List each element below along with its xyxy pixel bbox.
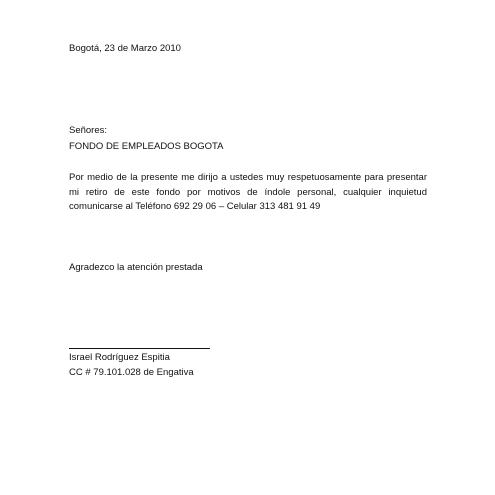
letter-body: Por medio de la presente me dirijo a ustedes muy respetuosamente para presentar mi retiro de este fondo por motivos de índole personal, cualquier inquietud comunicarse al Teléfono 692 29 06 – Celular 313 481 91 49 bbox=[69, 172, 427, 212]
letter-date: Bogotá, 23 de Marzo 2010 bbox=[69, 43, 181, 54]
letter-salutation: Señores: bbox=[69, 125, 108, 136]
letter-closing: Agradezco la atención prestada bbox=[69, 262, 203, 273]
signature-id: CC # 79.101.028 de Engativa bbox=[69, 367, 194, 378]
signature-name: Israel Rodríguez Espitia bbox=[69, 352, 170, 363]
signature-line bbox=[69, 348, 210, 349]
letter-recipient: FONDO DE EMPLEADOS BOGOTA bbox=[69, 141, 224, 152]
